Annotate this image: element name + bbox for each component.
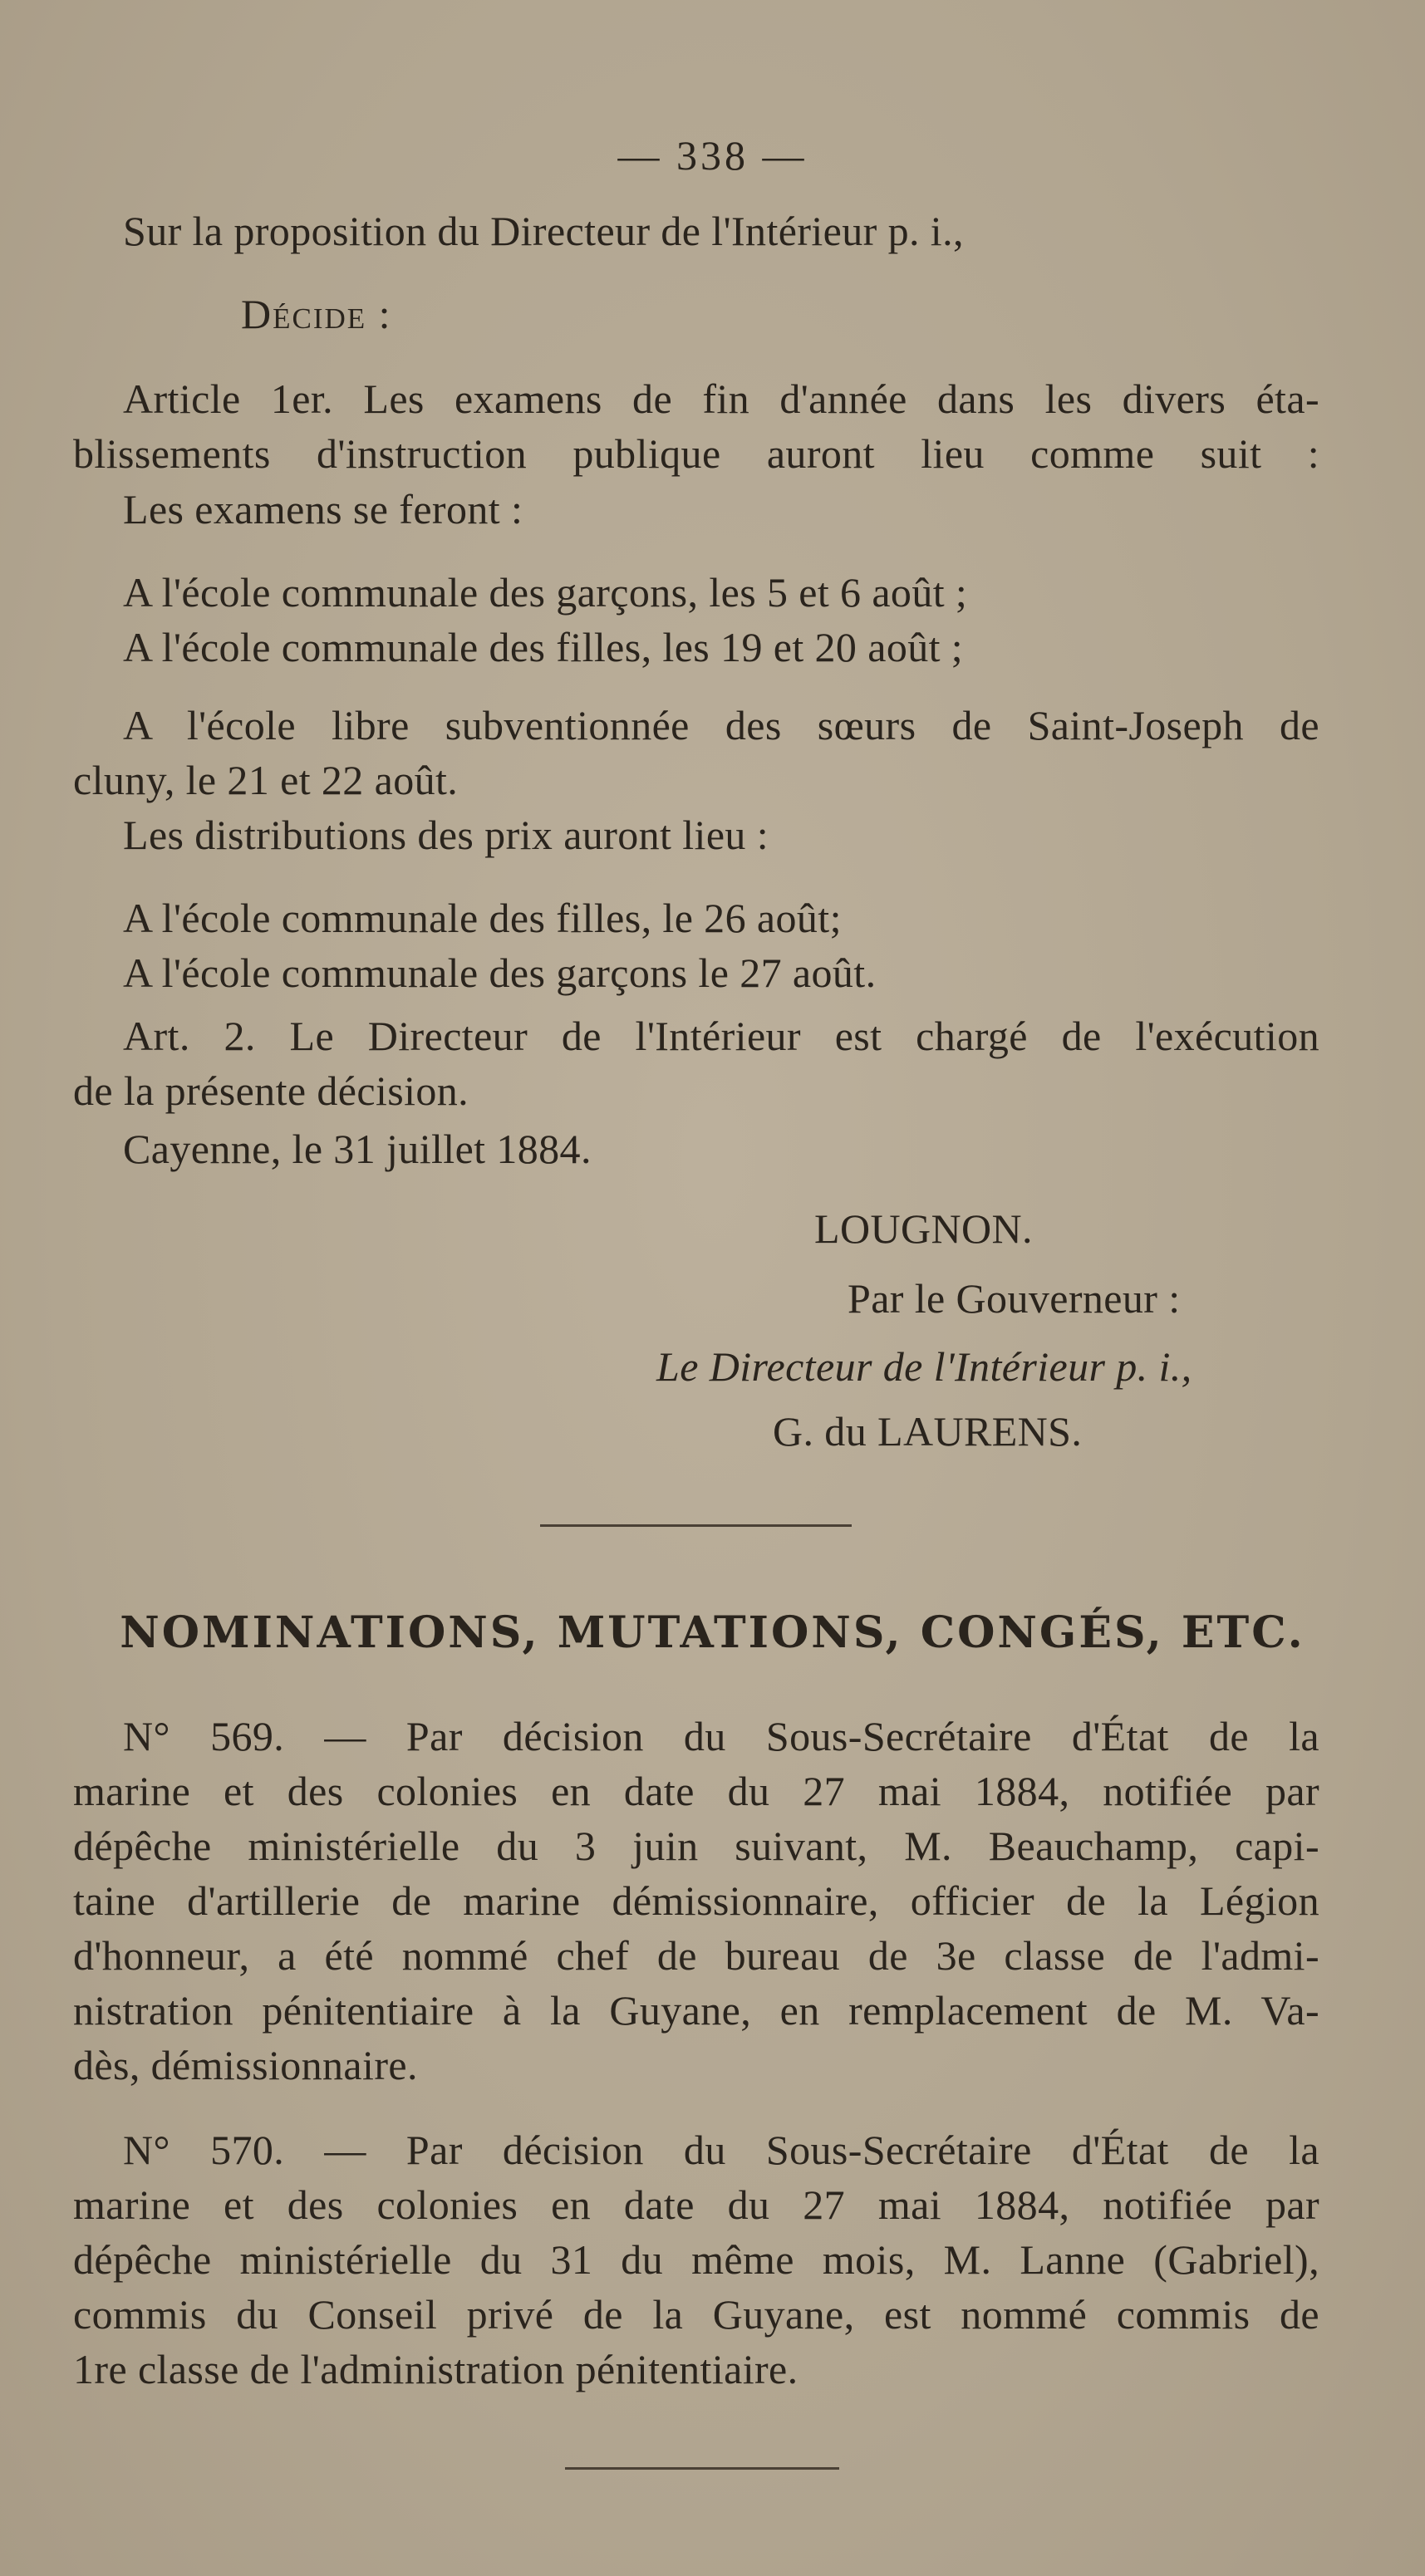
prix-garcons: A l'école communale des garçons le 27 août. — [123, 949, 877, 996]
end-rule — [565, 2467, 839, 2470]
section-heading: NOMINATIONS, MUTATIONS, CONGÉS, ETC. — [120, 1607, 1305, 1658]
exam-libre-line1: A l'école libre subventionnée des sœurs de Saint-Joseph de — [123, 702, 1319, 748]
article2-line2: de la présente décision. — [73, 1067, 469, 1114]
prix-intro: Les distributions des prix auront lieu : — [123, 812, 769, 858]
examens-intro: Les examens se feront : — [123, 486, 523, 532]
entry-569-line5: d'honneur, a été nommé chef de bureau de 3e classe de l'admi- — [73, 1932, 1319, 1979]
date-place: Cayenne, le 31 juillet 1884. — [123, 1126, 592, 1172]
signature-par: Par le Gouverneur : — [848, 1275, 1181, 1322]
decide-heading: Décide : — [241, 291, 392, 337]
entry-569-line3: dépêche ministérielle du 3 juin suivant, M. Beauchamp, capi- — [73, 1823, 1319, 1869]
entry-569-line1: N° 569. — Par décision du Sous-Secrétaire d'État de la — [123, 1713, 1319, 1759]
entry-570-line2: marine et des colonies en date du 27 mai 1884, notifiée par — [73, 2181, 1319, 2228]
separator-rule — [540, 1524, 852, 1527]
article2-line1: Art. 2. Le Directeur de l'Intérieur est chargé de l'exécution — [123, 1013, 1319, 1059]
entry-569-line4: taine d'artillerie de marine démissionnaire, officier de la Légion — [73, 1877, 1319, 1924]
signature-title: Le Directeur de l'Intérieur p. i., — [656, 1343, 1192, 1390]
proposition-line: Sur la proposition du Directeur de l'Intérieur p. i., — [123, 208, 964, 254]
entry-569-line2: marine et des colonies en date du 27 mai 1884, notifiée par — [73, 1768, 1319, 1814]
entry-570-line3: dépêche ministérielle du 31 du même mois, M. Lanne (Gabriel), — [73, 2236, 1319, 2283]
entry-570-line4: commis du Conseil privé de la Guyane, est nommé commis de — [73, 2291, 1319, 2338]
entry-569-line6: nistration pénitentiaire à la Guyane, en remplacement de M. Va- — [73, 1987, 1319, 2034]
exam-libre-line2: cluny, le 21 et 22 août. — [73, 757, 459, 803]
signatory: G. du LAURENS. — [773, 1408, 1083, 1455]
entry-570-line5: 1re classe de l'administration pénitentiaire. — [73, 2346, 798, 2392]
signature-name: LOUGNON. — [814, 1205, 1033, 1252]
exam-filles: A l'école communale des filles, les 19 et 20 août ; — [123, 624, 964, 670]
exam-garcons: A l'école communale des garçons, les 5 et 6 août ; — [123, 569, 968, 616]
article1-line1: Article 1er. Les examens de fin d'année dans les divers éta- — [123, 375, 1319, 422]
entry-569-line7: dès, démissionnaire. — [73, 2042, 418, 2088]
page-number: — 338 — — [617, 132, 808, 179]
entry-570-line1: N° 570. — Par décision du Sous-Secrétaire d'État de la — [123, 2127, 1319, 2173]
article1-line2: blissements d'instruction publique auront lieu comme suit : — [73, 430, 1319, 477]
prix-filles: A l'école communale des filles, le 26 août; — [123, 895, 842, 941]
